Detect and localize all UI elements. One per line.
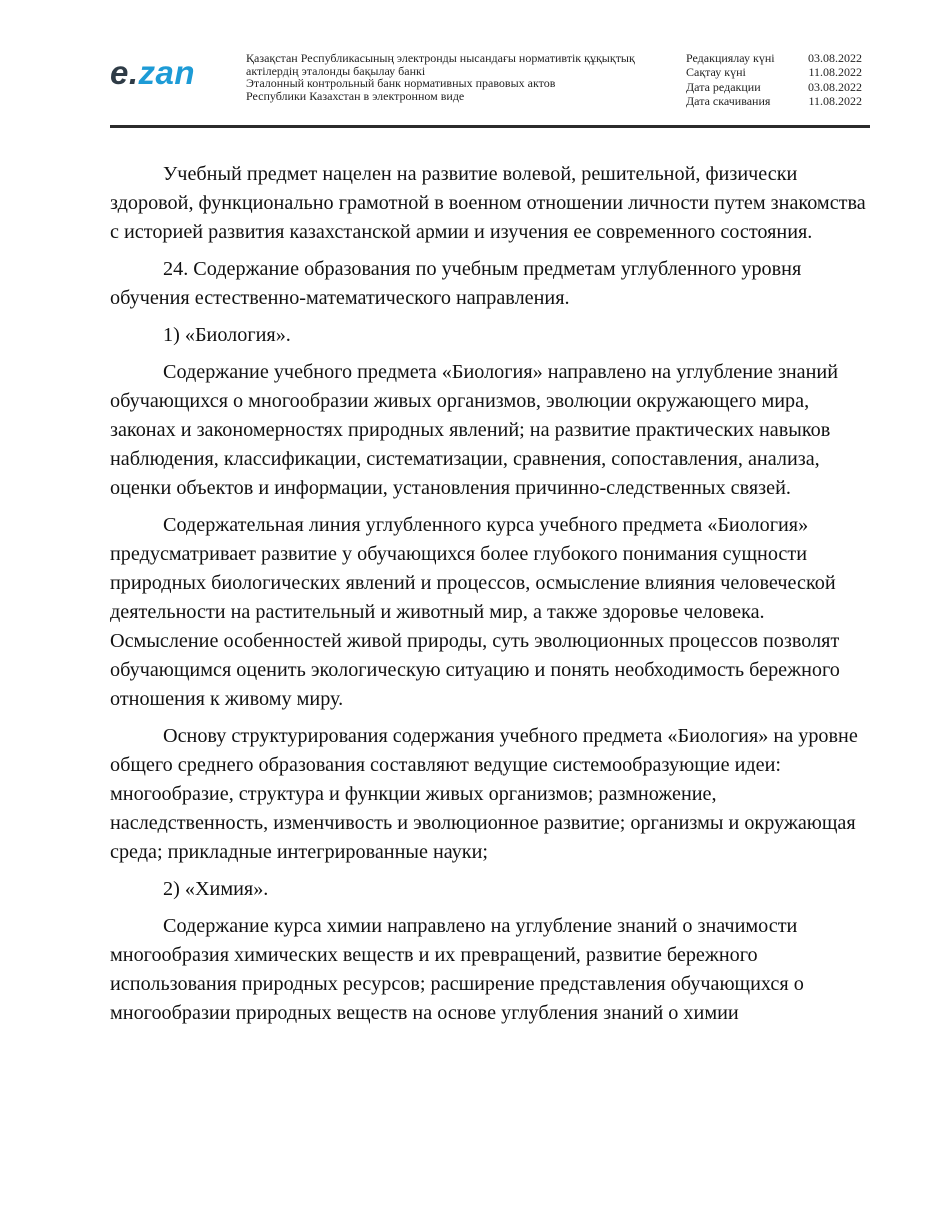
date-value: 11.08.2022 <box>808 93 862 108</box>
logo-zan: zan <box>138 54 196 91</box>
paragraph: Содержательная линия углубленного курса учебного предмета «Биология» предусматривает развитие у обучающихся более глубокого понимания сущности природных биологических явлений и процессов, осмысление влияния человеческой деятельности на растительный и животный мир, а также здоровье человека. Осмысление особенностей живой природы, суть эволюционных процессов позволят обучающимся оценить экологическую ситуацию и понять необходимость бережного отношения к живому миру. <box>110 514 840 710</box>
date-label: Редакциялау күні <box>686 51 775 65</box>
org-line: Қазақстан Республикасының электронды нысандағы нормативтік құқықтық <box>246 51 635 65</box>
ezan-logo <box>110 56 195 89</box>
header-divider <box>110 125 870 128</box>
date-label: Дата скачивания <box>686 93 771 108</box>
date-row-download-ru <box>686 94 862 108</box>
paragraph: Содержание курса химии направлено на углубление знаний о значимости многообразия химических веществ и их превращений, развитие бережного использования природных ресурсов; расширение представления обучающихся о многообразии природных веществ на основе углубления знаний о химии <box>110 915 804 1024</box>
document-dates <box>686 51 862 108</box>
document-header <box>0 0 935 128</box>
org-line: Республики Казахстан в электронном виде <box>246 88 465 103</box>
subsection-title-chemistry: 2) «Химия». <box>163 878 269 900</box>
date-value: 03.08.2022 <box>808 79 862 94</box>
paragraph: Содержание учебного предмета «Биология» направлено на углубление знаний обучающихся о многообразии живых организмов, эволюции окружающего мира, законах и закономерностях природных явлений; на развитие практических навыков наблюдения, классификации, систематизации, сравнения, сопоставления, анализа, оценки объектов и информации, установления причинно-следственных связей. <box>110 361 839 499</box>
org-line: Эталонный контрольный банк нормативных правовых актов <box>246 76 556 90</box>
date-row-edit-ru <box>686 80 862 94</box>
organization-name <box>246 52 666 102</box>
date-value: 03.08.2022 <box>808 51 862 65</box>
date-value: 11.08.2022 <box>808 65 862 80</box>
subsection-title-biology: 1) «Биология». <box>163 324 291 346</box>
section-heading: 24. Содержание образования по учебным предметам углубленного уровня обучения естественно-математического направления. <box>110 258 802 309</box>
document-body <box>110 160 870 1036</box>
date-row-edit-kz <box>686 51 862 65</box>
paragraph: Основу структурирования содержания учебного предмета «Биология» на уровне общего среднего образования составляют ведущие системообразующие идеи: многообразие, структура и функции живых организмов; размножение, наследственность, изменчивость и эволюционное развитие; организмы и окружающая среда; прикладные интегрированные науки; <box>110 725 858 863</box>
org-line: актілердің эталонды бақылау банкі <box>246 63 426 78</box>
paragraph: Учебный предмет нацелен на развитие волевой, решительной, физически здоровой, функционально грамотной в военном отношении личности путем знакомства с историей развития казахстанской армии и изучения ее современного состояния. <box>110 163 866 243</box>
date-row-save-kz <box>686 65 862 79</box>
logo-letter-e: e <box>110 54 129 91</box>
date-label: Дата редакции <box>686 79 761 94</box>
logo-dot: . <box>128 54 139 91</box>
date-label: Сақтау күні <box>686 65 746 80</box>
